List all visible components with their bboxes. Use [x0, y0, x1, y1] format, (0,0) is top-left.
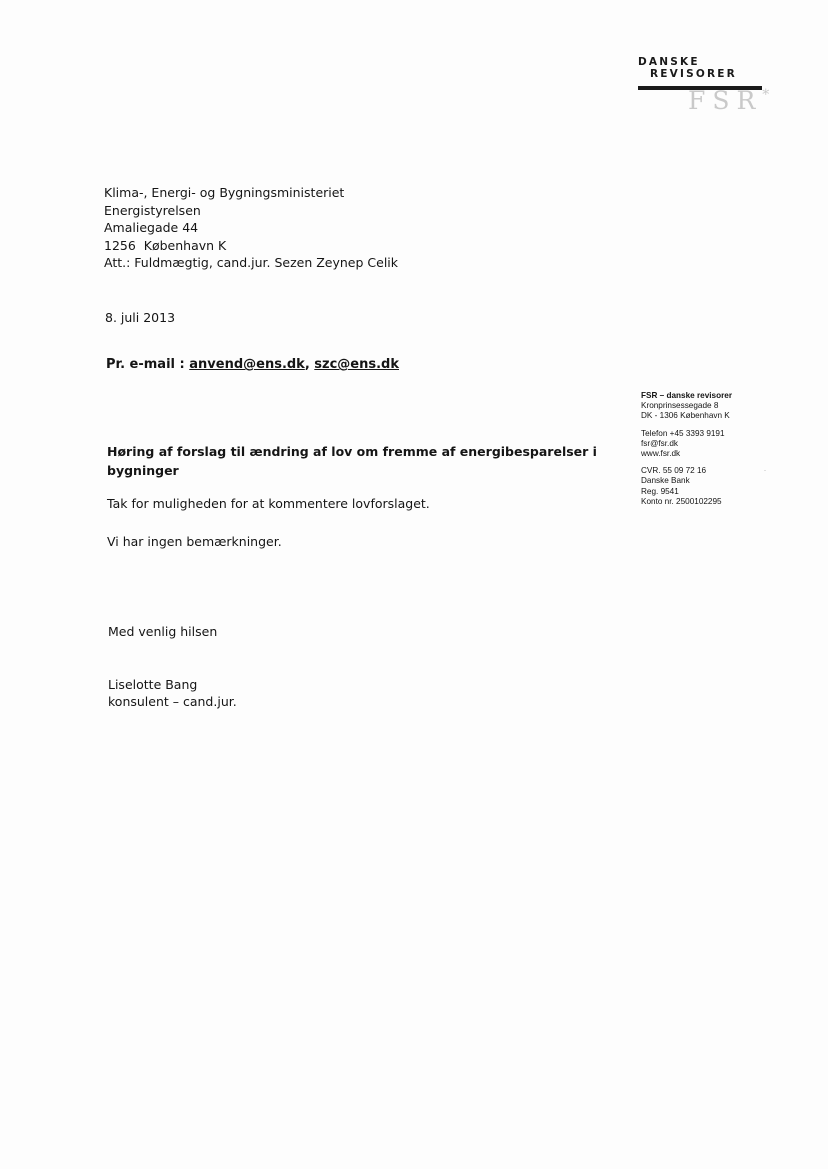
- sender-reg: Reg. 9541: [641, 486, 679, 496]
- sender-city: DK - 1306 København K: [641, 411, 730, 421]
- email-link-anvend[interactable]: anvend@ens.dk: [189, 357, 305, 372]
- sender-contact-sidebar: [641, 391, 732, 514]
- body-paragraph-thanks: Tak for muligheden for at kommentere lovforslaget.: [107, 496, 430, 511]
- closing-greeting: Med venlig hilsen: [108, 624, 218, 639]
- signature-block: [108, 676, 237, 710]
- email-line: [106, 356, 399, 373]
- sender-web-link[interactable]: www.fsr.dk: [641, 449, 681, 459]
- signature-title: konsulent – cand.jur.: [108, 694, 237, 709]
- letter-subject: [107, 442, 597, 480]
- sender-phone: Telefon +45 3393 9191: [641, 428, 725, 438]
- sender-address-group: [641, 391, 732, 422]
- fsr-logo-mark: [688, 88, 769, 113]
- sender-bank-group: [641, 466, 732, 507]
- recipient-line-attention: Att.: Fuldmægtig, cand.jur. Sezen Zeynep Celik: [104, 255, 399, 270]
- email-link-szc[interactable]: szc@ens.dk: [314, 357, 400, 372]
- recipient-line-ministry: Klima-, Energi- og Bygningsministeriet: [104, 185, 345, 200]
- sender-account: Konto nr. 2500102295: [641, 496, 722, 506]
- logo-text-revisorer: REVISORER: [650, 68, 737, 80]
- danske-revisorer-logo: [636, 56, 770, 120]
- fsr-mark-text: FSR: [688, 86, 763, 115]
- sender-bank: Danske Bank: [641, 476, 690, 486]
- sender-contact-group: [641, 429, 732, 460]
- sender-cvr: CVR. 55 09 72 16: [641, 466, 707, 476]
- sender-street: Kronprinsessegade 8: [641, 401, 719, 411]
- scan-speck: [764, 470, 766, 471]
- recipient-line-city: 1256 København K: [104, 237, 227, 253]
- fsr-mark-asterisk: *: [762, 87, 770, 103]
- signature-name: Liselotte Bang: [108, 677, 198, 692]
- email-prefix: Pr. e-mail :: [106, 357, 190, 372]
- recipient-line-agency: Energistyrelsen: [104, 202, 201, 218]
- email-separator: ,: [304, 357, 315, 372]
- logo-text-danske: DANSKE: [638, 56, 700, 68]
- recipient-line-street: Amaliegade 44: [104, 220, 199, 235]
- subject-line-1: Høring af forslag til ændring af lov om fremme af energibesparelser i: [107, 444, 597, 459]
- subject-line-2: bygninger: [107, 463, 179, 478]
- letter-date: 8. juli 2013: [105, 310, 176, 325]
- recipient-address: [104, 184, 398, 272]
- body-paragraph-no-remarks: Vi har ingen bemærkninger.: [107, 534, 282, 549]
- sender-email-link[interactable]: fsr@fsr.dk: [641, 438, 678, 448]
- sender-org-name: FSR – danske revisorer: [641, 391, 733, 400]
